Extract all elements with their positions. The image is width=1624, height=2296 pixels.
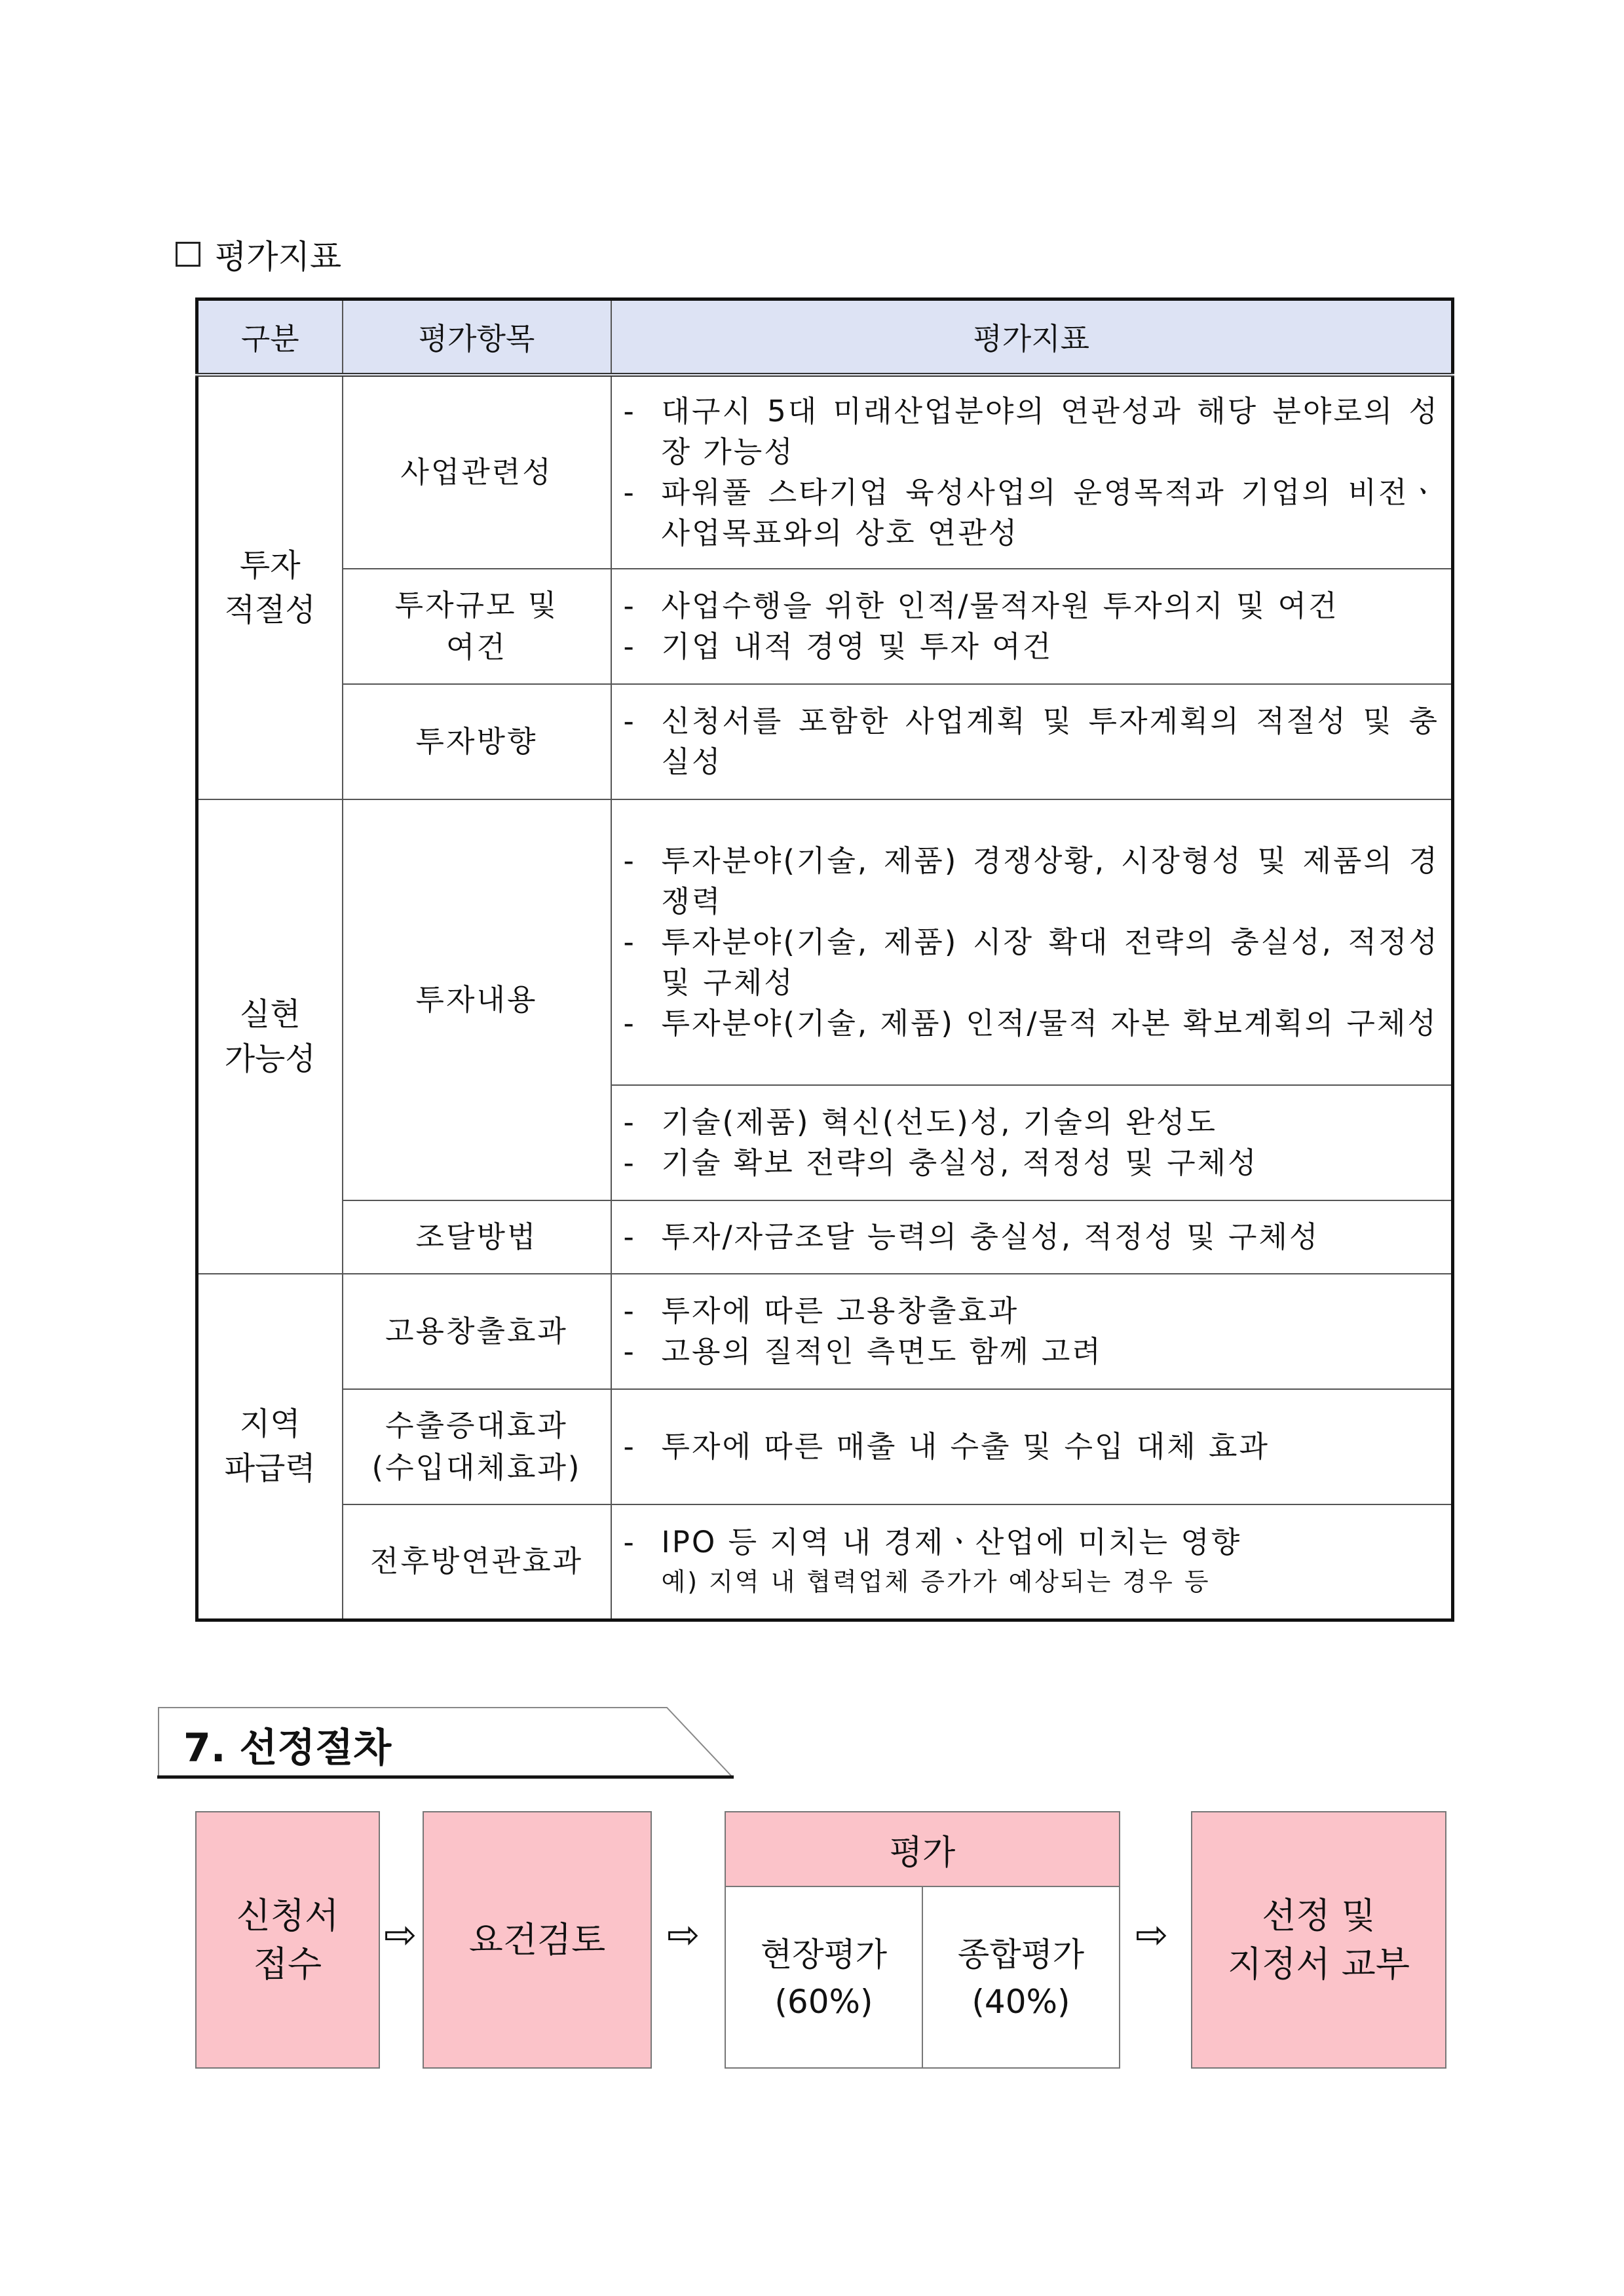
item-label: 전후방연관효과 — [369, 1544, 584, 1579]
evaluation-title: 평가 — [726, 1812, 1119, 1887]
step-label: 신청서 접수 — [236, 1894, 339, 1985]
category-cell — [197, 799, 343, 1274]
indicator-item: - IPO 등 지역 내 경제ㆍ산업에 미치는 영향 — [624, 1522, 1440, 1563]
evaluation-table — [195, 297, 1454, 1622]
step-label: 요건검토 — [468, 1919, 606, 1961]
right-arrow-icon: ⇨ — [667, 1912, 700, 1958]
item-cell — [343, 684, 611, 799]
item-label: 투자내용 — [415, 982, 538, 1017]
checkbox-square-icon — [176, 242, 200, 267]
indicator-list — [624, 841, 1440, 1044]
procedure-title: 7. 선정절차 — [183, 1725, 392, 1771]
evaluation-group — [725, 1811, 1120, 2069]
header-category: 구분 — [197, 299, 343, 375]
item-cell — [343, 1200, 611, 1274]
indicator-cell — [611, 799, 1453, 1085]
indicator-item: - 기업 내적 경영 및 투자 여건 — [624, 626, 1440, 667]
item-cell — [343, 1274, 611, 1389]
indicator-item: - 투자에 따른 고용창출효과 — [624, 1291, 1440, 1331]
evaluation-part-name: 종합평가 — [957, 1935, 1085, 1974]
indicator-cell — [611, 1274, 1453, 1389]
indicator-item: - 사업수행을 위한 인적/물적자원 투자의지 및 여건 — [624, 586, 1440, 626]
table-row — [197, 1389, 1453, 1504]
indicator-item: - 투자분야(기술, 제품) 인적/물적 자본 확보계획의 구체성 — [624, 1003, 1440, 1044]
step-box-requirement-review — [423, 1811, 652, 2069]
table-row — [197, 799, 1453, 1085]
indicator-cell — [611, 1389, 1453, 1504]
indicator-item: - 파워풀 스타기업 육성사업의 운영목적과 기업의 비전ㆍ사업목표와의 상호 연관성 — [624, 472, 1440, 554]
table-row — [197, 375, 1453, 569]
indicator-cell — [611, 1200, 1453, 1274]
evaluation-part-weight: (60%) — [774, 1982, 873, 2021]
table-row — [197, 1200, 1453, 1274]
indicator-cell — [611, 684, 1453, 799]
indicator-cell — [611, 1504, 1453, 1620]
indicator-list — [624, 391, 1440, 554]
item-label: 수출증대효과 (수입대체효과) — [371, 1408, 582, 1485]
header-indicator: 평가지표 — [611, 299, 1453, 375]
indicator-list — [624, 1217, 1440, 1257]
indicator-cell — [611, 1085, 1453, 1200]
category-cell — [197, 1274, 343, 1620]
indicator-list — [624, 701, 1440, 782]
step-box-application — [195, 1811, 380, 2069]
category-label: 실현 가능성 — [224, 996, 316, 1077]
item-cell — [343, 569, 611, 684]
item-cell — [343, 1504, 611, 1620]
indicator-item: - 투자/자금조달 능력의 충실성, 적정성 및 구체성 — [624, 1217, 1440, 1257]
indicator-cell — [611, 569, 1453, 684]
table-row — [197, 1504, 1453, 1620]
indicator-item: - 신청서를 포함한 사업계획 및 투자계획의 적절성 및 충실성 — [624, 701, 1440, 782]
item-cell — [343, 799, 611, 1200]
item-cell — [343, 1389, 611, 1504]
indicator-list — [624, 1522, 1440, 1563]
evaluation-part-name: 현장평가 — [760, 1935, 888, 1974]
section-title: 평가지표 — [215, 238, 342, 276]
table-header-row — [197, 299, 1453, 375]
item-label: 투자방향 — [415, 724, 538, 759]
evaluation-part-comprehensive — [922, 1887, 1119, 2069]
section-heading — [176, 231, 341, 278]
item-label: 투자규모 및 여건 — [394, 588, 559, 664]
item-cell — [343, 375, 611, 569]
item-label: 사업관련성 — [400, 455, 553, 489]
indicator-list — [624, 1291, 1440, 1372]
category-label: 지역 파급력 — [224, 1406, 316, 1487]
indicator-item: - 투자에 따른 매출 내 수출 및 수입 대체 효과 — [624, 1426, 1440, 1467]
step-label: 선정 및 지정서 교부 — [1228, 1894, 1410, 1985]
indicator-item: - 투자분야(기술, 제품) 시장 확대 전략의 충실성, 적정성 및 구체성 — [624, 922, 1440, 1003]
indicator-list — [624, 1426, 1440, 1467]
step-box-selection — [1191, 1811, 1446, 2069]
indicator-item: - 기술 확보 전략의 충실성, 적정성 및 구체성 — [624, 1143, 1440, 1183]
indicator-list — [624, 586, 1440, 667]
table-row — [197, 1274, 1453, 1389]
table-row — [197, 684, 1453, 799]
header-item: 평가항목 — [343, 299, 611, 375]
evaluation-part-weight: (40%) — [972, 1982, 1070, 2021]
item-label: 조달방법 — [415, 1219, 538, 1254]
category-cell — [197, 375, 343, 799]
indicator-list — [624, 1102, 1440, 1183]
indicator-item: - 대구시 5대 미래산업분야의 연관성과 해당 분야로의 성장 가능성 — [624, 391, 1440, 472]
indicator-item: - 기술(제품) 혁신(선도)성, 기술의 완성도 — [624, 1102, 1440, 1143]
category-label: 투자 적절성 — [224, 547, 316, 628]
right-arrow-icon: ⇨ — [1135, 1912, 1169, 1958]
evaluation-part-field — [726, 1887, 922, 2069]
indicator-cell — [611, 375, 1453, 569]
indicator-item: - 고용의 질적인 측면도 함께 고려 — [624, 1331, 1440, 1372]
item-label: 고용창출효과 — [385, 1314, 568, 1349]
right-arrow-icon: ⇨ — [384, 1912, 417, 1958]
indicator-note: 예) 지역 내 협력업체 증가가 예상되는 경우 등 — [661, 1567, 1211, 1597]
indicator-item: - 투자분야(기술, 제품) 경쟁상황, 시장형성 및 제품의 경쟁력 — [624, 841, 1440, 922]
table-row — [197, 569, 1453, 684]
